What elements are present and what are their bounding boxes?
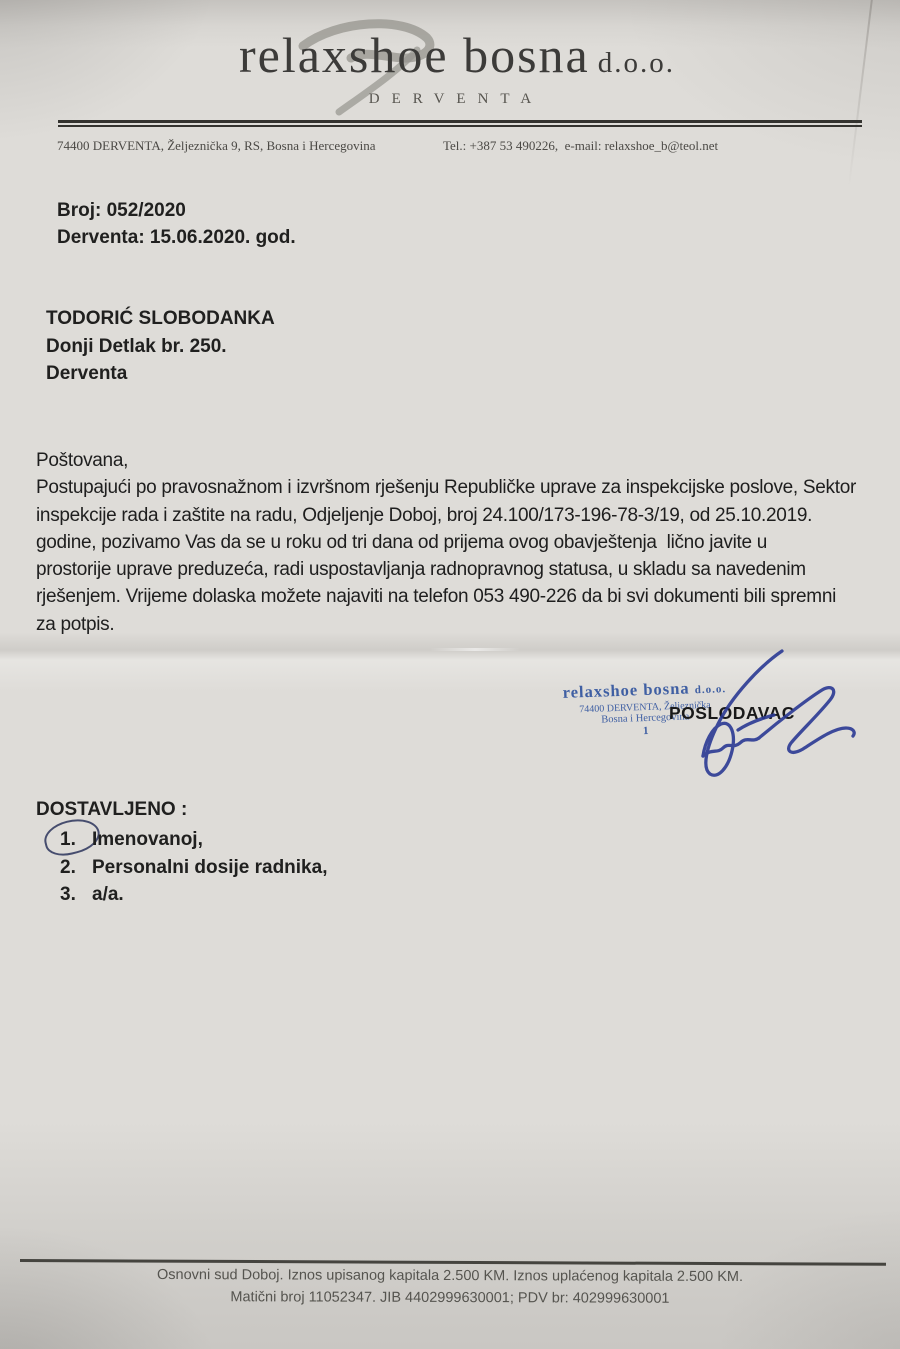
stamp-company-suffix: d.o.o. (694, 683, 727, 697)
employer-label: POSLODAVAC (669, 703, 795, 723)
recipient-block (46, 305, 275, 388)
paper-fold-crease (430, 648, 520, 651)
divider-line-top (58, 120, 862, 123)
company-logo (0, 26, 900, 84)
recipient-street: Donji Detlak br. 250. (46, 335, 227, 357)
letterhead-divider (58, 120, 862, 127)
distribution-item-number: 1. (60, 829, 76, 850)
signature-ink (660, 648, 885, 783)
company-city-label: DERVENTA (368, 91, 544, 107)
reference-number: Broj: 052/2020 (57, 200, 186, 221)
distribution-item (60, 881, 327, 909)
distribution-list (60, 826, 327, 909)
footer-line-2: Matični broj 11052347. JIB 4402999630001; PDV br: 402999630001 (230, 1289, 670, 1307)
salutation: Poštovana, (36, 450, 129, 471)
footer-line-1: Osnovni sud Doboj. Iznos upisanog kapitala 2.500 KM. Iznos uplaćenog kapitala 2.500 KM. (156, 1266, 744, 1286)
footer-block (0, 1263, 900, 1310)
company-address: 74400 DERVENTA, Željeznička 9, RS, Bosna i Hercegovina (57, 138, 376, 153)
distribution-item (60, 854, 327, 882)
body-line-5: rješenjem. Vrijeme dolaska možete najaviti na telefon 053 490-226 da bi svi dokumenti bili spremni (36, 586, 837, 608)
reference-place-date: Derventa: 15.06.2020. god. (57, 227, 296, 248)
distribution-heading: DOSTAVLJENO : (36, 799, 188, 820)
recipient-city: Derventa (46, 363, 128, 384)
distribution-item-number: 2. (60, 856, 76, 878)
stamp-address: 74400 DERVENTA, Željeznička (579, 699, 711, 716)
company-suffix: d.o.o. (597, 47, 675, 79)
body-line-6: za potpis. (36, 613, 115, 635)
divider-line-bottom (58, 125, 862, 127)
distribution-item-number: 3. (60, 884, 76, 905)
body-line-2: inspekcije rada i zaštite na radu, Odjeljenje Doboj, broj 24.100/173-196-78-3/19, od 25.10.2019. (36, 504, 813, 526)
distribution-item-label: Personalni dosije radnika, (92, 856, 328, 878)
stamp-company-name: relaxshoe bosna (562, 678, 690, 702)
body-line-3: godine, pozivamo Vas da se u roku od tri dana od prijema ovog obavještenja lično javite u (36, 531, 767, 553)
reference-block (57, 197, 296, 251)
company-name: relaxshoe bosna (239, 27, 590, 83)
company-contact: Tel.: +387 53 490226, e-mail: relaxshoe_b@teol.net (443, 138, 719, 153)
stamp-country: Bosna i Hercegovina (601, 711, 690, 726)
body-line-1: Postupajući po pravosnažnom i izvršnom rješenju Republičke uprave za inspekcijske poslove, Sektor (36, 477, 856, 499)
recipient-name: TODORIĆ SLOBODANKA (46, 308, 275, 329)
distribution-item-label: a/a. (92, 884, 124, 905)
distribution-item (60, 826, 327, 854)
body-line-4: prostorije uprave preduzeća, radi uspostavljanja radnopravnog statusa, u skladu sa navedenim (36, 559, 806, 581)
distribution-item-label: Imenovanoj, (92, 829, 203, 850)
letter-body (36, 447, 856, 638)
stamp-number: 1 (642, 724, 649, 738)
